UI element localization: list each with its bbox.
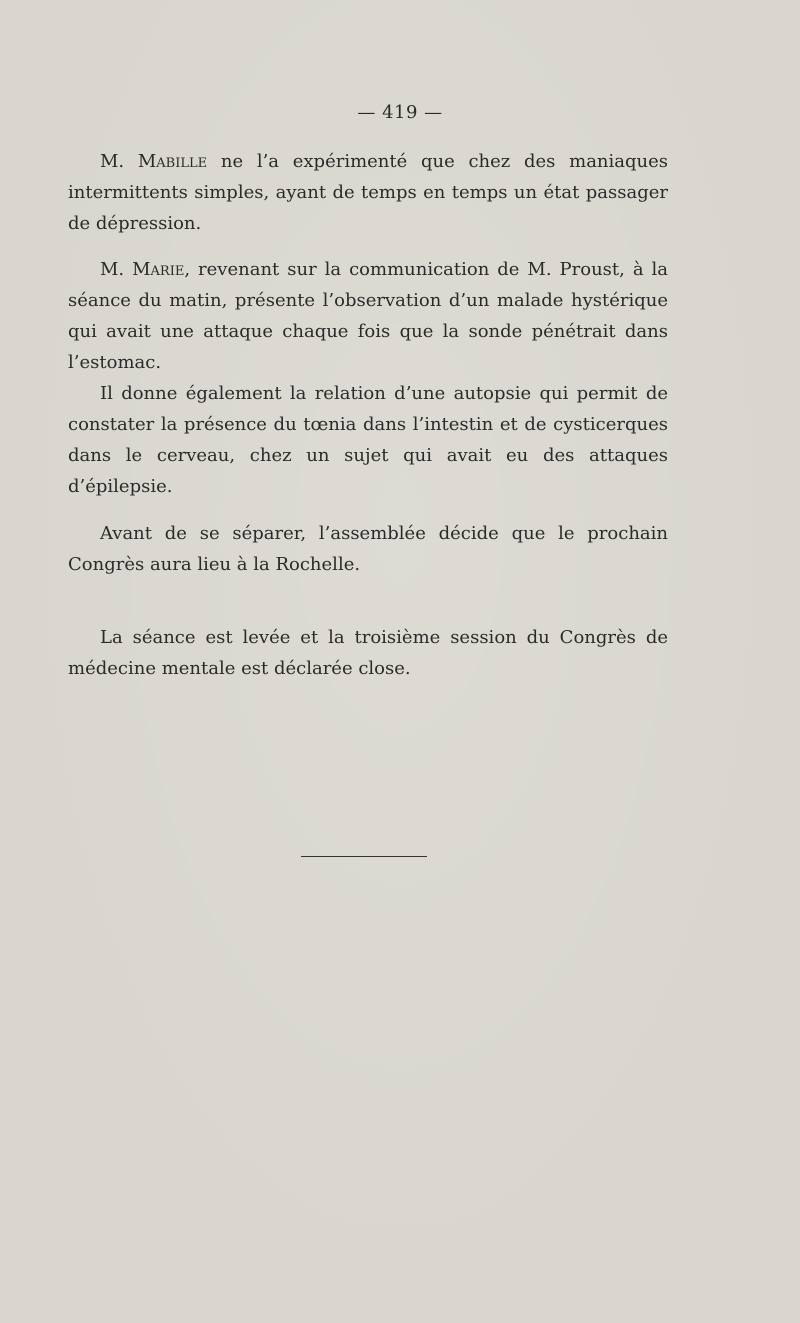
paragraph-text: Avant de se séparer, l’assemblée décide que le prochain Congrès aura lieu à la Rochelle. xyxy=(68,523,668,575)
end-rule xyxy=(301,856,427,857)
paragraph-text: La séance est levée et la troisième session du Congrès de médecine mentale est déclarée close. xyxy=(68,627,668,679)
paragraph-text: Il donne également la relation d’une autopsie qui permit de constater la présence du tœnia dans l’intestin et de cysticerques dans le cerveau, chez un sujet qui avait eu des attaques d’épilepsie. xyxy=(68,383,668,497)
paragraph-mabille-block xyxy=(68,146,668,239)
speaker-name: M. Mabille xyxy=(100,151,208,172)
paragraph-closing-block xyxy=(68,622,668,684)
paragraph xyxy=(68,254,668,378)
paragraph xyxy=(68,146,668,239)
paragraph xyxy=(68,622,668,684)
paragraph xyxy=(68,378,668,502)
page-number: — 419 — xyxy=(357,102,443,123)
speaker-name: M. Marie xyxy=(100,259,185,280)
paragraph-marie-block xyxy=(68,254,668,502)
paragraph-text: ne l’a expérimenté que chez des maniaques intermittents simples, ayant de temps en temps un état passager de dépression. xyxy=(68,151,669,234)
paragraph-text: , revenant sur la communication de M. Proust, à la séance du matin, présente l’observation d’un malade hystérique qui avait une attaque chaque fois que la sonde pénétrait dans l’estomac. xyxy=(68,259,669,373)
paragraph-next-congress-block xyxy=(68,518,668,580)
paragraph xyxy=(68,518,668,580)
